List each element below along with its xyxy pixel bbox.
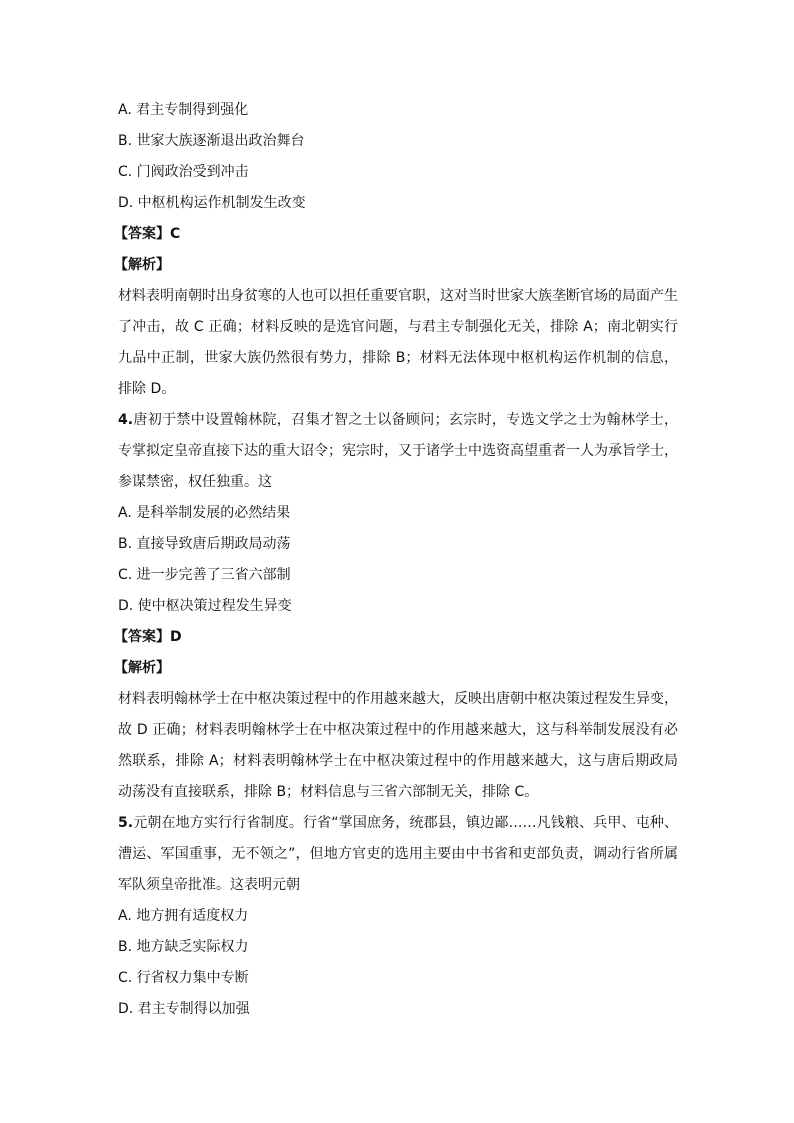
q5-stem-text: 元朝在地方实行行省制度。行省“掌国庶务，统郡县，镇边鄙……凡钱粮、兵甲、屯种、漕运、军国重事，无不领之”，但地方官吏的选用主要由中书省和吏部负责，调动行省所属军队须皇帝批准。这表明元朝 [118,815,678,893]
q4-number: 4. [118,412,134,428]
q4-stem-text: 唐初于禁中设置翰林院，召集才智之士以备顾问；玄宗时，专选文学之士为翰林学士，专掌拟定皇帝直接下达的重大诏令；宪宗时，又于诸学士中选资高望重者一人为承旨学士，参谋禁密，权任独重。这 [118,412,678,490]
document-page [114,95,678,1025]
q4-options [118,498,678,622]
q5-options [118,901,678,1025]
q4-stem [118,405,678,498]
q3-analysis: 材料表明南朝时出身贫寒的人也可以担任重要官职，这对当时世家大族垄断官场的局面产生了冲击，故 C 正确；材料反映的是选官问题，与君主专制强化无关，排除 A；南北朝实行九品中正制，世家大族仍然很有势力，排除 B；材料无法体现中枢机构运作机制的信息，排除 D。 [118,288,678,397]
q3-option-c: C. 门阀政治受到冲击 [118,164,249,180]
q4-option-a: A. 是科举制发展的必然结果 [118,505,291,521]
q5-option-c: C. 行省权力集中专断 [118,970,249,986]
q3-options [118,95,678,219]
q3-analysis-label: 【解析】 [114,257,170,273]
q3-option-b: B. 世家大族逐渐退出政治舞台 [118,133,305,149]
q4-option-b: B. 直接导致唐后期政局动荡 [118,536,291,552]
q4-analysis: 材料表明翰林学士在中枢决策过程中的作用越来越大，反映出唐朝中枢决策过程发生异变，故 D 正确；材料表明翰林学士在中枢决策过程中的作用越来越大，这与科举制发展没有必然联系，排除 A；材料表明翰林学士在中枢决策过程中的作用越来越大，这与唐后期政局动荡没有直接联系，排除 B；材料信息与三省六部制无关，排除 C。 [118,691,678,800]
q5-number: 5. [118,815,134,831]
q3-option-d: D. 中枢机构运作机制发生改变 [118,195,306,211]
q4-option-c: C. 进一步完善了三省六部制 [118,567,291,583]
q5-option-d: D. 君主专制得以加强 [118,1001,250,1017]
q4-answer: 【答案】D [114,629,182,645]
q4-option-d: D. 使中枢决策过程发生异变 [118,598,292,614]
q4-analysis-label: 【解析】 [114,660,170,676]
q3-option-a: A. 君主专制得到强化 [118,102,249,118]
q5-stem [118,808,678,901]
q3-answer: 【答案】C [114,226,181,242]
q5-option-b: B. 地方缺乏实际权力 [118,939,249,955]
q5-option-a: A. 地方拥有适度权力 [118,908,249,924]
